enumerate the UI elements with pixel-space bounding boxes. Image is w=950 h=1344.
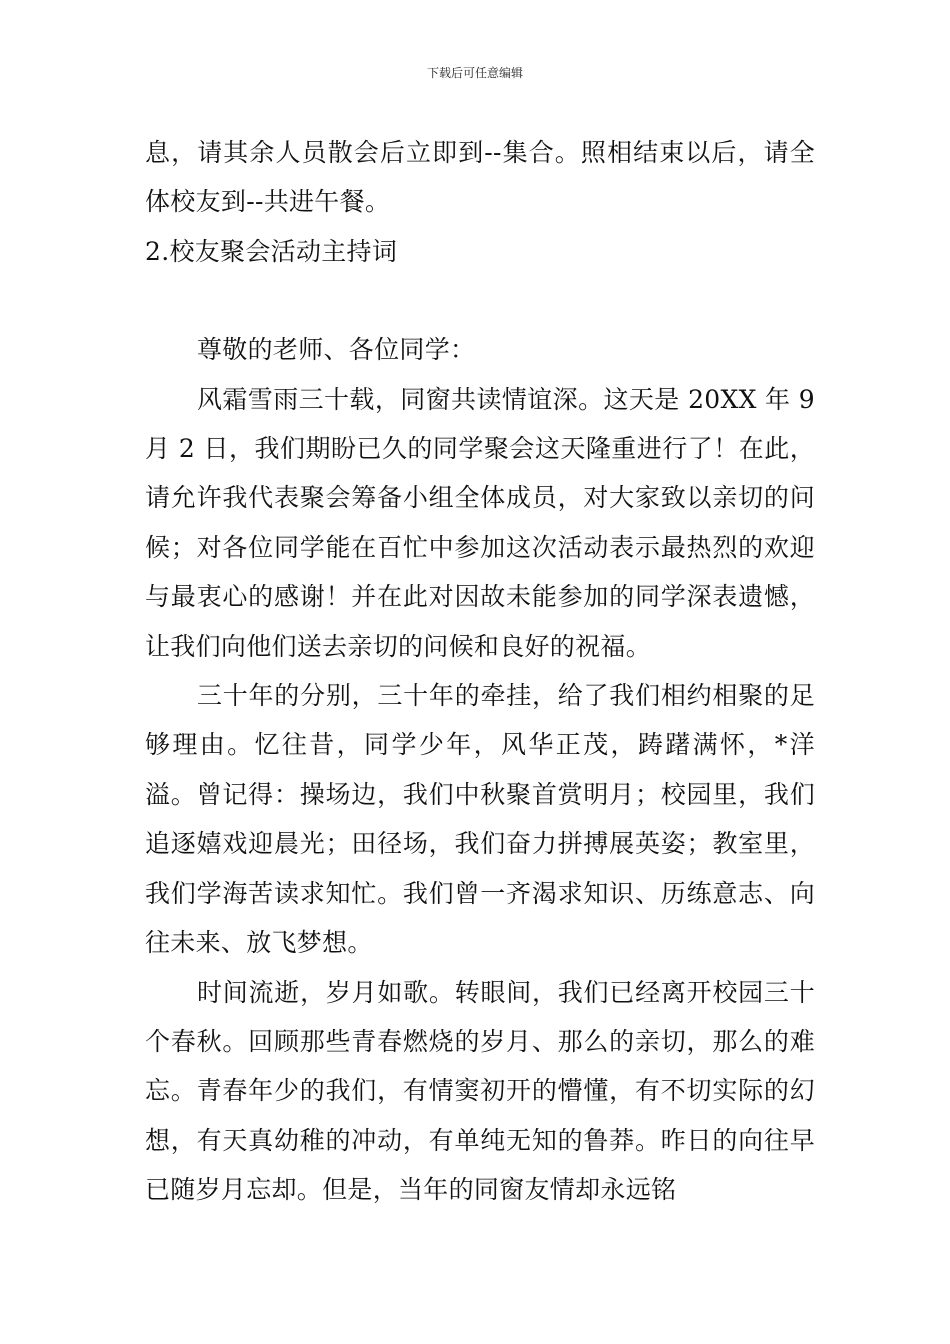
body-paragraph-3: 时间流逝，岁月如歌。转眼间，我们已经离开校园三十个春秋。回顾那些青春燃烧的岁月、那么的亲切，那么的难忘。青春年少的我们，有情窦初开的懵懂，有不切实际的幻想，有天真幼稚的冲动，有单纯无知的鲁莽。昨日的向往早已随岁月忘却。但是，当年的同窗友情却永远铭 — [145, 977, 815, 1205]
paragraph-gap — [145, 276, 815, 325]
body-paragraph-1: 风霜雪雨三十载，同窗共读情谊深。这天是 20XX 年 9 月 2 日，我们期盼已久的同学聚会这天隆重进行了！在此，请允许我代表聚会筹备小组全体成员，对大家致以亲切的问候；对各位同学能在百忙中参加这次活动表示最热烈的欢迎与最衷心的感谢！并在此对因故未能参加的同学深表遗憾，让我们向他们送去亲切的问候和良好的祝福。 — [145, 384, 824, 661]
continuation-paragraph: 息，请其余人员散会后立即到--集合。照相结束以后，请全体校友到--共进午餐。 — [145, 138, 815, 217]
document-body — [145, 128, 824, 1215]
section-heading: 2.校友聚会活动主持词 — [145, 236, 398, 266]
header-note: 下载后可任意编辑 — [426, 66, 523, 80]
salutation: 尊敬的老师、各位同学： — [197, 335, 476, 365]
body-paragraph-2: 三十年的分别，三十年的牵挂，给了我们相约相聚的足够理由。忆往昔，同学少年，风华正茂，踌躇满怀，*洋溢。曾记得：操场边，我们中秋聚首赏明月；校园里，我们追逐嬉戏迎晨光；田径场，我们奋力拼搏展英姿；教室里，我们学海苦读求知忙。我们曾一齐渴求知识、历练意志、向往未来、放飞梦想。 — [145, 681, 815, 958]
